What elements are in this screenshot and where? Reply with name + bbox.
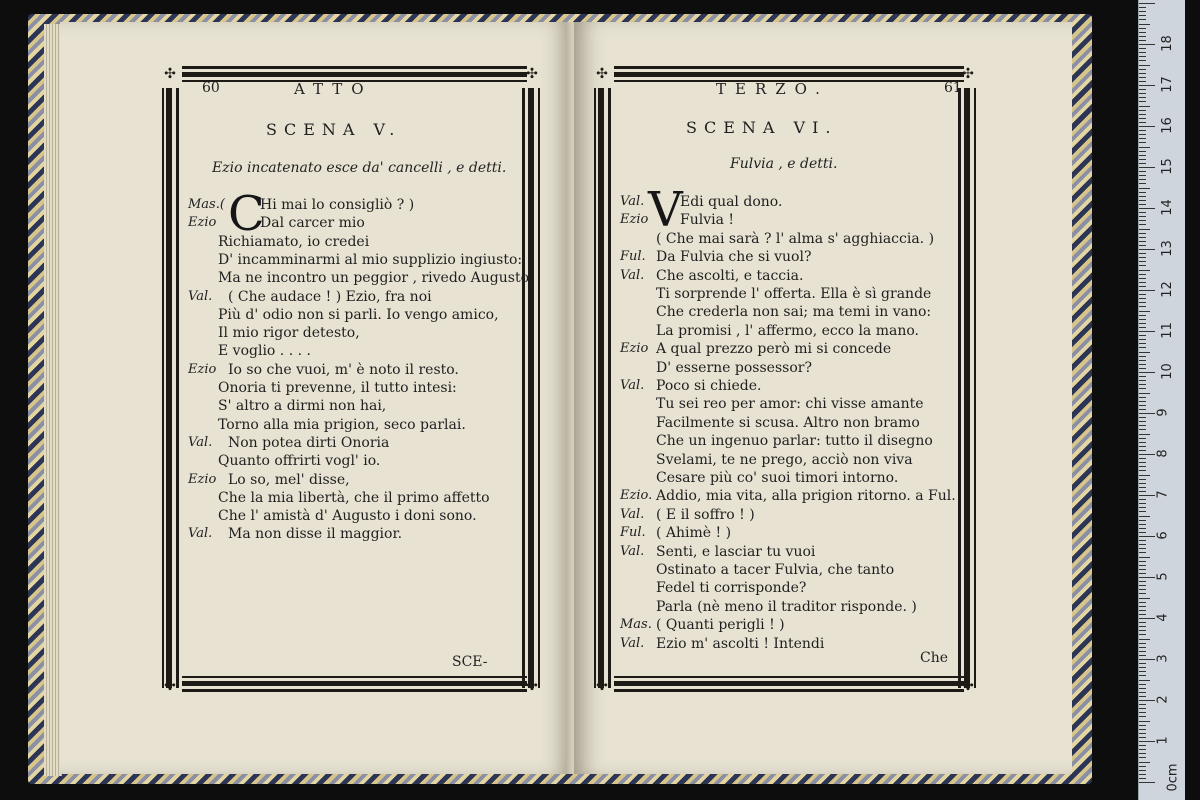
ruler-tick [1139, 311, 1150, 312]
ruler-tick [1139, 44, 1155, 45]
ruler-tick [1139, 3, 1155, 4]
ruler-tick [1139, 499, 1146, 500]
ruler-mark: 8 [1155, 449, 1171, 458]
dialogue-line: Cesare più co' suoi timori intorno. [656, 470, 899, 486]
ruler-tick [1139, 56, 1146, 57]
ruler-tick [1139, 15, 1146, 16]
ruler-tick [1139, 716, 1146, 717]
ruler-tick [1139, 274, 1146, 275]
ruler-tick [1139, 298, 1146, 299]
speaker-label: Mas. [620, 617, 652, 633]
corner-ornament-icon: ✣ [526, 678, 538, 694]
ruler-tick [1139, 331, 1155, 332]
ruler-tick [1139, 388, 1146, 389]
ruler-tick [1139, 688, 1146, 689]
ruler-tick [1139, 684, 1146, 685]
ruler-tick [1139, 528, 1146, 529]
ruler-tick [1139, 442, 1146, 443]
drop-cap: C [228, 186, 265, 242]
ruler-mark: 12 [1159, 281, 1175, 298]
dialogue-line: ( Quanti perigli ! ) [656, 617, 785, 634]
ruler-tick [1139, 610, 1146, 611]
ruler-tick [1139, 626, 1146, 627]
ruler-tick [1139, 548, 1146, 549]
ruler-tick [1139, 487, 1146, 488]
ruler-tick [1139, 278, 1146, 279]
ruler-tick [1139, 540, 1146, 541]
ruler-tick [1139, 270, 1150, 271]
right-page [574, 22, 1072, 774]
ruler-tick [1139, 28, 1146, 29]
ruler-tick [1139, 569, 1146, 570]
ruler-tick [1139, 257, 1146, 258]
speaker-label: Val. [620, 543, 645, 559]
ruler-tick [1139, 634, 1146, 635]
speaker-label: Val. [620, 194, 645, 209]
ruler-tick [1139, 261, 1146, 262]
ruler-tick [1139, 741, 1155, 742]
ruler-tick [1139, 721, 1150, 722]
ruler-tick [1139, 516, 1150, 517]
dialogue-line: Da Fulvia che si vuol? [656, 249, 812, 266]
ruler-tick [1139, 622, 1146, 623]
ruler-tick [1139, 397, 1146, 398]
ruler-tick [1139, 265, 1146, 266]
speaker-label: Ful. [620, 249, 646, 265]
ruler-tick [1139, 524, 1146, 525]
ruler-tick [1139, 188, 1150, 189]
ruler-tick [1139, 725, 1146, 726]
ruler-tick [1139, 643, 1146, 644]
ruler-tick [1139, 618, 1155, 619]
measuring-ruler [1138, 0, 1185, 800]
ruler-mark: 18 [1159, 35, 1175, 52]
ruler-tick [1139, 159, 1146, 160]
ruler-tick [1139, 409, 1146, 410]
ruler-tick [1139, 450, 1146, 451]
ruler-tick [1139, 40, 1146, 41]
ruler-tick [1139, 495, 1155, 496]
dialogue-line: Senti, e lasciar tu vuoi [656, 543, 816, 560]
ruler-mark: 5 [1155, 572, 1171, 581]
ruler-tick [1139, 315, 1146, 316]
ruler-tick [1139, 241, 1146, 242]
ruler-tick [1139, 733, 1146, 734]
ruler-tick [1139, 384, 1146, 385]
ruler-tick [1139, 729, 1146, 730]
ruler-tick [1139, 639, 1150, 640]
ruler-tick [1139, 204, 1146, 205]
ruler-tick [1139, 413, 1155, 414]
ruler-tick [1139, 65, 1150, 66]
ruler-tick [1139, 552, 1146, 553]
scene-title: SCENA V. [266, 120, 402, 139]
speaker-label: Mas.( [188, 197, 225, 212]
stage-direction: Ezio incatenato esce da' cancelli , e detti. [212, 160, 507, 176]
ruler-tick [1139, 130, 1146, 131]
ruler-tick [1139, 179, 1146, 180]
ruler-tick [1139, 692, 1146, 693]
ruler-tick [1139, 520, 1146, 521]
ruler-tick [1139, 110, 1146, 111]
ruler-tick [1139, 93, 1146, 94]
ruler-tick [1139, 511, 1146, 512]
corner-ornament-icon: ✣ [164, 678, 176, 694]
dialogue-line: Ma ne incontro un peggior , rivedo Augusto. [218, 270, 534, 287]
ruler-mark: 3 [1155, 654, 1171, 663]
ruler-mark: 13 [1159, 240, 1175, 257]
ruler-tick [1139, 286, 1146, 287]
ruler-tick [1139, 483, 1146, 484]
dialogue-line: Richiamato, io credei [218, 233, 370, 250]
ruler-tick [1139, 503, 1146, 504]
dialogue-line: Che ascolti, e taccia. [656, 267, 804, 284]
ruler-tick [1139, 138, 1146, 139]
ruler-tick [1139, 675, 1146, 676]
dialogue-line: Addio, mia vita, alla prigion ritorno. a Ful. [656, 488, 956, 505]
dialogue-line: S' altro a dirmi non hai, [218, 398, 387, 415]
ruler-tick [1139, 101, 1146, 102]
dialogue-line: Che un ingenuo parlar: tutto il disegno [656, 433, 933, 450]
ruler-mark: 4 [1155, 613, 1171, 622]
ruler-tick [1139, 532, 1146, 533]
ruler-tick [1139, 704, 1146, 705]
dialogue-line: Che l' amistà d' Augusto i doni sono. [218, 508, 477, 525]
catchword: Che [920, 650, 949, 666]
ruler-mark: 16 [1159, 117, 1175, 134]
ruler-tick [1139, 462, 1146, 463]
ruler-tick [1139, 11, 1146, 12]
ruler-tick [1139, 7, 1146, 8]
ruler-tick [1139, 126, 1155, 127]
ruler-tick [1139, 171, 1146, 172]
ruler-tick [1139, 167, 1155, 168]
page-number: 60 [202, 80, 220, 96]
dialogue-line: D' incamminarmi al mio supplizio ingiusto: [218, 251, 523, 268]
ruler-tick [1139, 663, 1146, 664]
ruler-tick [1139, 446, 1146, 447]
ruler-mark: 10 [1159, 363, 1175, 380]
ruler-tick [1139, 364, 1146, 365]
ruler-mark: 17 [1159, 76, 1175, 93]
ruler-tick [1139, 233, 1146, 234]
dialogue-line: ( E il soffro ! ) [656, 506, 755, 523]
dialogue-line: ( Che audace ! ) Ezio, fra noi [228, 288, 432, 305]
ruler-tick [1139, 401, 1146, 402]
ruler-mark: 9 [1155, 408, 1171, 417]
ruler-tick [1139, 380, 1146, 381]
ruler-tick [1139, 458, 1146, 459]
dialogue-line: A qual prezzo però mi si concede [656, 341, 892, 358]
speaker-label: Ezio. [620, 488, 653, 504]
ruler-tick [1139, 376, 1146, 377]
ruler-tick [1139, 200, 1146, 201]
ruler-tick [1139, 69, 1146, 70]
drop-cap: V [648, 182, 683, 238]
ruler-tick [1139, 73, 1146, 74]
ruler-tick [1139, 327, 1146, 328]
dialogue-line: Parla (nè meno il traditor risponde. ) [656, 598, 917, 615]
ruler-tick [1139, 667, 1146, 668]
dialogue-line: Torno alla mia prigion, seco parlai. [218, 416, 466, 433]
ruler-tick [1139, 343, 1146, 344]
dialogue-line: D' esserne possessor? [656, 359, 812, 376]
speaker-label: Val. [188, 288, 213, 304]
ruler-tick [1139, 85, 1155, 86]
ruler-tick [1139, 175, 1146, 176]
dialogue-line: Io so che vuoi, m' è noto il resto. [228, 361, 459, 378]
corner-ornament-icon: ✣ [526, 66, 538, 82]
ruler-tick [1139, 183, 1146, 184]
dialogue-line: Svelami, te ne prego, acciò non viva [656, 451, 913, 468]
dialogue-line: Più d' odio non si parli. Io vengo amico, [218, 306, 499, 323]
ruler-tick [1139, 712, 1146, 713]
ruler-tick [1139, 565, 1146, 566]
ruler-tick [1139, 163, 1146, 164]
ruler-tick [1139, 249, 1155, 250]
ruler-mark: 1 [1155, 736, 1171, 745]
ruler-tick [1139, 151, 1146, 152]
ruler-tick [1139, 97, 1146, 98]
speaker-label: Val. [620, 635, 645, 651]
ruler-tick [1139, 470, 1146, 471]
ruler-tick [1139, 106, 1150, 107]
stage-direction: Fulvia , e detti. [730, 156, 838, 172]
ruler-tick [1139, 774, 1146, 775]
ruler-tick [1139, 438, 1146, 439]
ruler-tick [1139, 347, 1146, 348]
ruler-tick [1139, 36, 1146, 37]
ruler-tick [1139, 77, 1146, 78]
dialogue-line: E voglio . . . . [218, 343, 311, 360]
ruler-tick [1139, 52, 1146, 53]
ruler-mark: 7 [1155, 490, 1171, 499]
left-page [60, 22, 572, 774]
ruler-tick [1139, 118, 1146, 119]
ruler-mark: 15 [1159, 158, 1175, 175]
corner-ornament-icon: ✣ [962, 678, 974, 694]
ruler-tick [1139, 372, 1155, 373]
corner-ornament-icon: ✣ [164, 66, 176, 82]
corner-ornament-icon: ✣ [596, 66, 608, 82]
speaker-label: Ful. [620, 525, 646, 541]
speaker-label: Ezio [188, 361, 217, 377]
ruler-tick [1139, 602, 1146, 603]
dialogue-line: Poco si chiede. [656, 378, 762, 394]
ruler-tick [1139, 749, 1146, 750]
ruler-tick [1139, 417, 1146, 418]
ruler-tick [1139, 585, 1146, 586]
ruler-tick [1139, 253, 1146, 254]
ruler-tick [1139, 229, 1150, 230]
ruler-tick [1139, 282, 1146, 283]
speaker-label: Val. [188, 526, 213, 542]
ruler-tick [1139, 561, 1146, 562]
dialogue-line: Non potea dirti Onoria [228, 434, 390, 451]
ruler-mark: 14 [1159, 199, 1175, 216]
ruler-tick [1139, 220, 1146, 221]
ruler-tick [1139, 208, 1155, 209]
corner-ornament-icon: ✣ [596, 678, 608, 694]
ruler-tick [1139, 224, 1146, 225]
ruler-tick [1139, 134, 1146, 135]
ruler-tick [1139, 466, 1146, 467]
dialogue-line: Ma non disse il maggior. [228, 526, 403, 543]
ruler-tick [1139, 142, 1146, 143]
ruler-unit-label: 0cm [1165, 763, 1181, 792]
ruler-tick [1139, 745, 1146, 746]
dialogue-line: ( Che mai sarà ? l' alma s' agghiaccia. ) [656, 230, 935, 247]
dialogue-line: Onoria ti prevenne, il tutto intesi: [218, 380, 457, 396]
dialogue-line: Che crederla non sai; ma temi in vano: [656, 304, 932, 321]
ruler-tick [1139, 216, 1146, 217]
ruler-tick [1139, 60, 1146, 61]
scene-title: SCENA VI. [686, 118, 838, 137]
ruler-tick [1139, 323, 1146, 324]
ruler-tick [1139, 507, 1146, 508]
dialogue-line: Fedel ti corrisponde? [656, 580, 807, 597]
ruler-tick [1139, 757, 1146, 758]
ruler-tick [1139, 356, 1146, 357]
ruler-tick [1139, 573, 1146, 574]
ruler-tick [1139, 536, 1155, 537]
dialogue-line: Hi mai lo consigliò ? ) [260, 197, 415, 213]
ruler-tick [1139, 32, 1146, 33]
ruler-tick [1139, 212, 1146, 213]
ruler-tick [1139, 155, 1146, 156]
ruler-mark: 11 [1159, 322, 1175, 339]
speaker-label: Val. [620, 267, 645, 283]
ruler-tick [1139, 290, 1155, 291]
ruler-tick [1139, 294, 1146, 295]
ruler-tick [1139, 434, 1150, 435]
ruler-tick [1139, 352, 1150, 353]
ruler-tick [1139, 655, 1146, 656]
dialogue-line: Dal carcer mio [260, 215, 365, 232]
dialogue-line: Quanto offrirti vogl' io. [218, 453, 381, 470]
speaker-label: Ezio [188, 215, 217, 231]
ruler-tick [1139, 581, 1146, 582]
ruler-tick [1139, 19, 1146, 20]
ruler-mark: 6 [1155, 531, 1171, 540]
ruler-tick [1139, 544, 1146, 545]
speaker-label: Ezio [188, 471, 217, 487]
page-number: 61 [944, 80, 962, 96]
ruler-tick [1139, 368, 1146, 369]
ruler-tick [1139, 425, 1146, 426]
dialogue-line: Edi qual dono. [680, 194, 783, 210]
ruler-tick [1139, 196, 1146, 197]
dialogue-line: La promisi , l' affermo, ecco la mano. [656, 322, 919, 339]
ruler-tick [1139, 89, 1146, 90]
ruler-tick [1139, 598, 1150, 599]
ruler-tick [1139, 114, 1146, 115]
ruler-tick [1139, 753, 1146, 754]
ruler-tick [1139, 630, 1146, 631]
ruler-mark: 2 [1155, 695, 1171, 704]
dialogue-line: Ostinato a tacer Fulvia, che tanto [656, 562, 895, 578]
ruler-tick [1139, 24, 1150, 25]
speaker-label: Val. [188, 434, 213, 450]
ruler-tick [1139, 700, 1155, 701]
dialogue-line: Tu sei reo per amor: chi visse amante [656, 396, 924, 413]
ruler-tick [1139, 708, 1146, 709]
ruler-tick [1139, 696, 1146, 697]
ruler-tick [1139, 245, 1146, 246]
ruler-tick [1139, 237, 1146, 238]
ruler-tick [1139, 48, 1146, 49]
ruler-tick [1139, 122, 1146, 123]
ruler-tick [1139, 319, 1146, 320]
speaker-label: Val. [620, 506, 645, 522]
ruler-tick [1139, 192, 1146, 193]
ruler-tick [1139, 479, 1146, 480]
ruler-tick [1139, 589, 1146, 590]
ruler-tick [1139, 360, 1146, 361]
dialogue-line: Il mio rigor detesto, [218, 325, 360, 342]
ruler-tick [1139, 766, 1146, 767]
corner-ornament-icon: ✣ [962, 66, 974, 82]
ruler-tick [1139, 306, 1146, 307]
ruler-tick [1139, 557, 1150, 558]
dialogue-line: Ezio m' ascolti ! Intendi [656, 635, 825, 652]
ruler-tick [1139, 762, 1150, 763]
speaker-label: Val. [620, 378, 645, 393]
speaker-label: Ezio [620, 212, 649, 228]
ruler-tick [1139, 81, 1146, 82]
ruler-tick [1139, 491, 1146, 492]
dialogue-line: Fulvia ! [680, 212, 735, 229]
ruler-tick [1139, 671, 1146, 672]
running-head: ATTO [294, 80, 373, 98]
ruler-tick [1139, 421, 1146, 422]
ruler-tick [1139, 454, 1155, 455]
ruler-tick [1139, 659, 1155, 660]
ruler-tick [1139, 647, 1146, 648]
ruler-tick [1139, 770, 1146, 771]
dialogue-line: Ti sorprende l' offerta. Ella è sì grande [656, 286, 932, 302]
dialogue-line: Che la mia libertà, che il primo affetto [218, 489, 490, 506]
ruler-tick [1139, 405, 1146, 406]
ruler-tick [1139, 782, 1155, 783]
catchword: SCE- [452, 654, 488, 670]
ruler-tick [1139, 778, 1146, 779]
dialogue-line: Facilmente si scusa. Altro non bramo [656, 414, 920, 431]
ruler-tick [1139, 147, 1150, 148]
dialogue-line: ( Ahimè ! ) [656, 525, 732, 542]
ruler-tick [1139, 651, 1146, 652]
ruler-tick [1139, 302, 1146, 303]
ruler-tick [1139, 475, 1150, 476]
ruler-tick [1139, 614, 1146, 615]
ruler-tick [1139, 606, 1146, 607]
ruler-tick [1139, 393, 1150, 394]
ruler-tick [1139, 339, 1146, 340]
speaker-label: Ezio [620, 341, 649, 357]
dialogue-line: Lo so, mel' disse, [228, 471, 350, 488]
ruler-tick [1139, 737, 1146, 738]
ruler-tick [1139, 429, 1146, 430]
ruler-tick [1139, 577, 1155, 578]
running-head: TERZO. [716, 80, 829, 98]
ruler-tick [1139, 335, 1146, 336]
ruler-tick [1139, 593, 1146, 594]
ruler-tick [1139, 680, 1150, 681]
